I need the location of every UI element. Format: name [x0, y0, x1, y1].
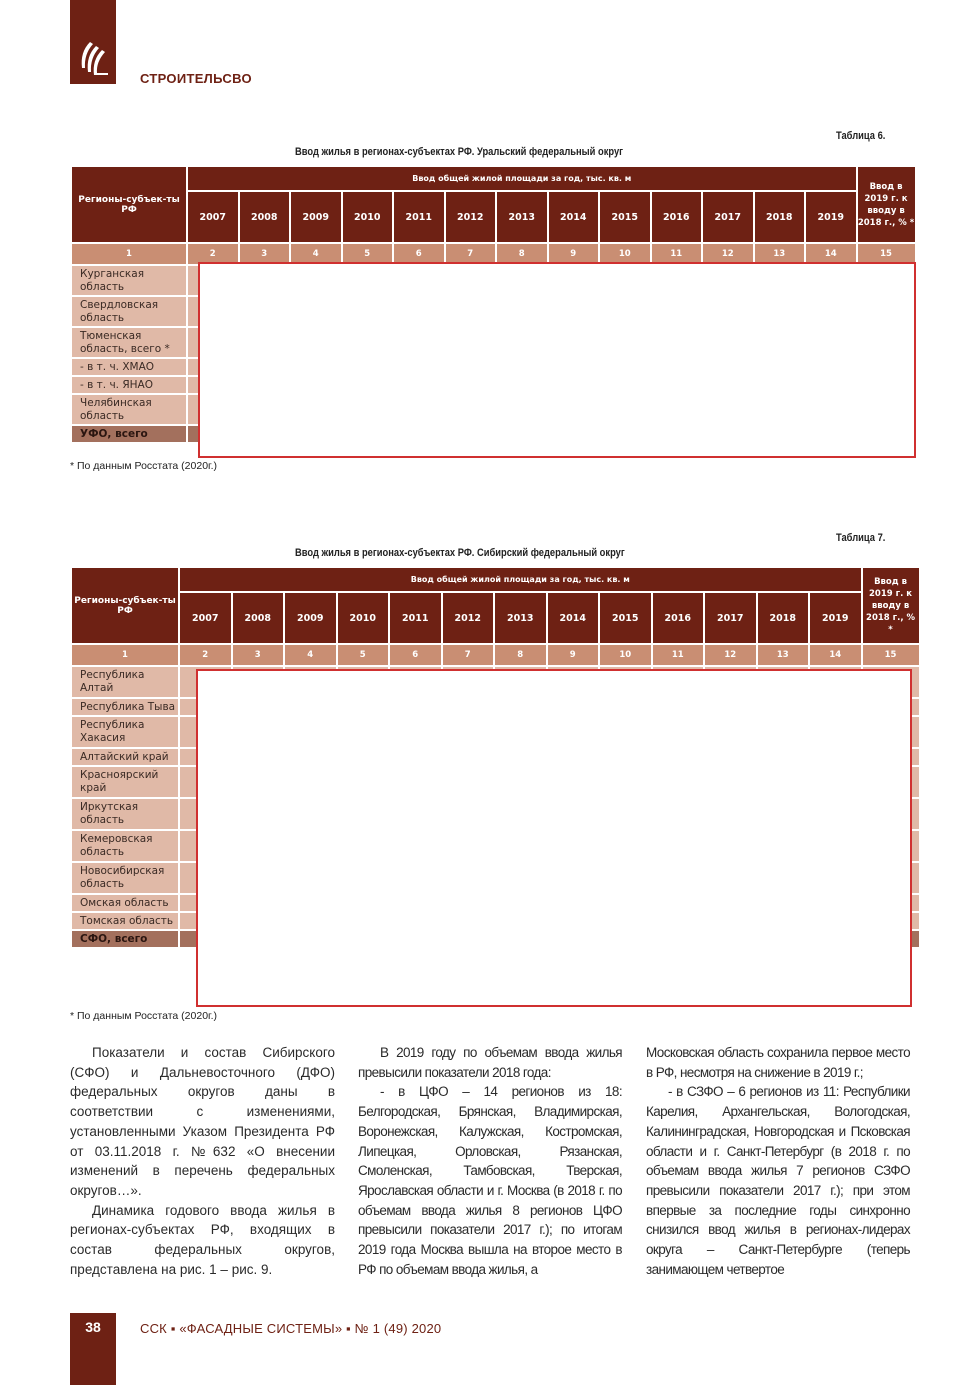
ratio-column-header: Ввод в 2019 г. к вводу в 2018 г., % * — [857, 166, 916, 243]
year-header: 2010 — [342, 191, 394, 243]
column-number: 7 — [442, 644, 495, 666]
column-number: 1 — [71, 644, 179, 666]
region-name: Тюменская область, всего * — [71, 327, 187, 358]
region-name: Республика Тыва — [71, 698, 179, 716]
year-row — [71, 592, 920, 644]
column-number: 13 — [757, 644, 810, 666]
paragraph: В 2019 году по объемам ввода жилья превысили показатели 2018 года: — [358, 1045, 622, 1080]
page-number: 38 — [85, 1319, 101, 1335]
year-header: 2007 — [179, 592, 232, 644]
column-number: 4 — [290, 243, 342, 265]
column-number: 13 — [754, 243, 806, 265]
brand-bar — [70, 0, 116, 84]
region-name: - в т. ч. ЯНАО — [71, 376, 187, 394]
year-header: 2011 — [389, 592, 442, 644]
year-header: 2017 — [702, 191, 754, 243]
table-7-title: Ввод жилья в регионах-субъектах РФ. Сибирский федеральный округ — [295, 547, 625, 559]
column-number: 1 — [71, 243, 187, 265]
region-name: Томская область — [71, 912, 179, 930]
year-header: 2015 — [599, 191, 651, 243]
column-number: 14 — [805, 243, 857, 265]
ratio-column-header: Ввод в 2019 г. к вводу в 2018 г., % * — [862, 567, 920, 644]
region-name: Новосибирская область — [71, 862, 179, 894]
paragraph: - в СЗФО – 6 регионов из 11: Республики Карелия, Архангельская, Вологодская, Калининградская, Новгородская и Псковская области и г. Санкт-Петербург (в 2018 г. по объемам ввода жилья 7 регионов СЗФО превысили показатели 2017 г.); при этом впервые за последние годы синхронно снизился ввод жилья в регионах-лидерах округа – Санкт-Петербурге (теперь занимающем четвертое — [646, 1084, 910, 1277]
body-column-3 — [646, 1043, 910, 1279]
table-6-footnote: * По данным Росстата (2020г.) — [70, 460, 217, 472]
table-6-title: Ввод жилья в регионах-субъектах РФ. Уральский федеральный округ — [295, 146, 624, 158]
column-number: 15 — [857, 243, 916, 265]
year-header: 2016 — [651, 191, 703, 243]
column-number: 2 — [179, 644, 232, 666]
paragraph: Показатели и состав Сибирского (СФО) и Дальневосточного (ДФО) федеральных округов даны в соответствии с изменениями, установленными Указом Президента РФ от 03.11.2018 г. №632 «О внесении изменений в перечень федеральных округов…». — [70, 1045, 335, 1198]
region-name: Республика Алтай — [71, 666, 179, 698]
redaction-box — [196, 669, 912, 1007]
column-number: 6 — [389, 644, 442, 666]
year-header: 2017 — [704, 592, 757, 644]
column-number-row — [71, 644, 920, 666]
year-header: 2008 — [239, 191, 291, 243]
region-name: УФО, всего — [71, 425, 187, 443]
header-row — [71, 567, 920, 592]
table-7-footnote: * По данным Росстата (2020г.) — [70, 1010, 217, 1022]
column-number: 5 — [337, 644, 390, 666]
column-number: 7 — [445, 243, 497, 265]
column-number: 5 — [342, 243, 394, 265]
area-span-header: Ввод общей жилой площади за год, тыс. кв. м — [187, 166, 857, 191]
region-name: Алтайский край — [71, 748, 179, 766]
year-header: 2013 — [494, 592, 547, 644]
page-number-bar — [70, 1313, 116, 1385]
column-number: 9 — [547, 644, 600, 666]
year-row — [71, 191, 916, 243]
paragraph: Динамика годового ввода жилья в регионах-субъектах РФ, входящих в состав федеральных округов, представлена на рис. 1 – рис. 9. — [70, 1202, 335, 1277]
column-number: 11 — [652, 644, 705, 666]
paragraph: Московская область сохранила первое место в РФ, несмотря на снижение в 2019 г.; — [646, 1045, 910, 1080]
column-number: 10 — [599, 644, 652, 666]
publication-info: ССК ▪ «ФАСАДНЫЕ СИСТЕМЫ» ▪ № 1 (49) 2020 — [140, 1321, 442, 1336]
region-name: Свердловская область — [71, 296, 187, 327]
region-name: Кемеровская область — [71, 830, 179, 862]
publisher-logo-icon — [76, 38, 110, 78]
table-6-label: Таблица 6. — [836, 130, 886, 142]
region-name: Омская область — [71, 894, 179, 912]
column-number: 2 — [187, 243, 239, 265]
year-header: 2014 — [547, 592, 600, 644]
year-header: 2012 — [442, 592, 495, 644]
column-number: 9 — [548, 243, 600, 265]
body-column-2 — [358, 1043, 622, 1279]
year-header: 2011 — [393, 191, 445, 243]
year-header: 2014 — [548, 191, 600, 243]
year-header: 2009 — [290, 191, 342, 243]
region-name: Красноярский край — [71, 766, 179, 798]
year-header: 2010 — [337, 592, 390, 644]
column-number: 4 — [284, 644, 337, 666]
body-column-1 — [70, 1043, 335, 1279]
region-name: - в т. ч. ХМАО — [71, 358, 187, 376]
column-number: 8 — [494, 644, 547, 666]
region-name: СФО, всего — [71, 930, 179, 948]
year-header: 2016 — [652, 592, 705, 644]
column-number: 15 — [862, 644, 920, 666]
year-header: 2012 — [445, 191, 497, 243]
region-name: Иркутская область — [71, 798, 179, 830]
column-number: 3 — [239, 243, 291, 265]
column-number: 14 — [809, 644, 862, 666]
column-number: 3 — [232, 644, 285, 666]
area-span-header: Ввод общей жилой площади за год, тыс. кв. м — [179, 567, 862, 592]
year-header: 2008 — [232, 592, 285, 644]
year-header: 2007 — [187, 191, 239, 243]
region-name: Челябинская область — [71, 394, 187, 425]
header-row — [71, 166, 916, 191]
year-header: 2019 — [809, 592, 862, 644]
column-number: 11 — [651, 243, 703, 265]
column-number: 8 — [496, 243, 548, 265]
table-7-label: Таблица 7. — [836, 532, 886, 544]
year-header: 2018 — [757, 592, 810, 644]
column-number: 12 — [704, 644, 757, 666]
region-name: Курганская область — [71, 265, 187, 296]
column-number: 12 — [702, 243, 754, 265]
paragraph: - в ЦФО – 14 регионов из 18: Белгородская, Брянская, Владимирская, Воронежская, Калужская, Костромская, Липецкая, Орловская, Рязанская, Смоленская, Тамбовская, Тверская, Ярославская области и г. Москва (в 2018 г. по объемам ввода жилья 8 регионов ЦФО превысили показатели 2017 г.); по итогам 2019 года Москва вышла на второе место в РФ по объемам ввода жилья, а — [358, 1084, 622, 1277]
year-header: 2009 — [284, 592, 337, 644]
region-column-header: Регионы-субъек-ты РФ — [71, 166, 187, 243]
column-number: 6 — [393, 243, 445, 265]
year-header: 2013 — [496, 191, 548, 243]
year-header: 2018 — [754, 191, 806, 243]
region-column-header: Регионы-субъек-ты РФ — [71, 567, 179, 644]
region-name: Республика Хакасия — [71, 716, 179, 748]
year-header: 2019 — [805, 191, 857, 243]
year-header: 2015 — [599, 592, 652, 644]
redaction-box — [198, 262, 916, 458]
section-title: СТРОИТЕЛЬСВО — [140, 71, 252, 86]
column-number: 10 — [599, 243, 651, 265]
